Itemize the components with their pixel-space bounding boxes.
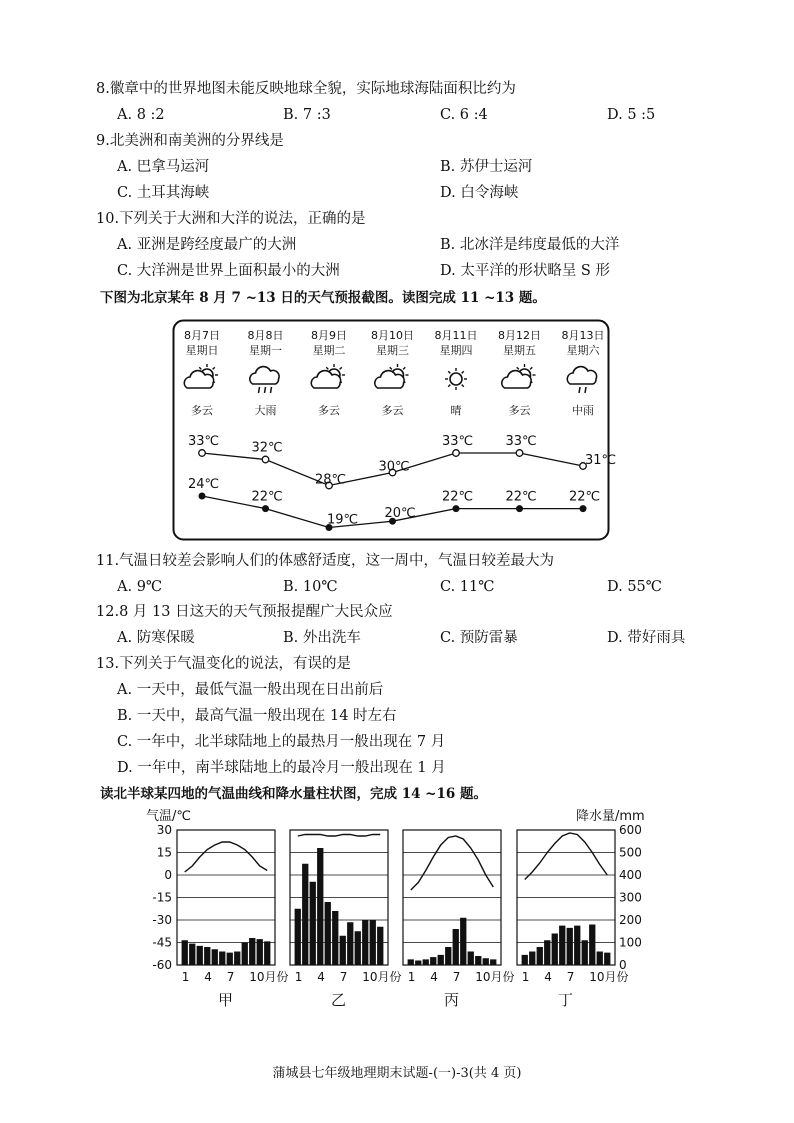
month-tick-label: 10月份	[362, 970, 402, 984]
low-temp-point	[262, 505, 269, 512]
forecast-day	[248, 329, 284, 417]
high-temp-label: 33℃	[188, 434, 220, 449]
precip-bar	[197, 946, 203, 965]
month-tick-label: 7	[452, 970, 461, 984]
month-tick-label: 7	[566, 970, 575, 984]
low-temp-point	[516, 505, 523, 512]
precip-bar	[377, 927, 383, 965]
temp-curve	[185, 842, 268, 872]
precip-bar	[362, 920, 368, 965]
precip-bar	[430, 957, 436, 965]
precip-bar	[295, 909, 301, 965]
forecast-day	[371, 329, 414, 417]
precip-bar	[490, 959, 496, 965]
partly-cloudy-icon	[184, 364, 218, 388]
precip-bar	[264, 941, 270, 965]
partly-cloudy-icon	[375, 364, 409, 388]
question-stem: 下列关于大洲和大洋的说法，正确的是	[119, 211, 366, 227]
precip-bar	[544, 940, 550, 965]
page-footer: 蒲城县七年级地理期末试题-(一)-3(共 4 页)	[272, 1066, 522, 1081]
precip-bar	[529, 952, 535, 966]
precip-bar	[559, 926, 565, 965]
climate-panel	[403, 830, 515, 1009]
weather-intro: 下图为北京某年 8 月 7 ~13 日的天气预报截图。读图完成 11 ~13 题。	[100, 290, 546, 306]
forecast-date: 8月10日	[371, 329, 414, 342]
temp-tick-label: 30	[156, 823, 172, 837]
low-temp-label: 22℃	[251, 489, 283, 505]
precip-bar	[408, 959, 414, 965]
low-temp-label: 24℃	[188, 477, 220, 492]
forecast-day	[435, 329, 478, 417]
climate-charts-figure	[130, 802, 670, 1022]
precip-bar	[182, 940, 188, 965]
high-temp-label: 32℃	[251, 440, 283, 456]
low-temp-point	[199, 493, 206, 500]
option-12a: A. 防寒保暖	[117, 630, 195, 646]
precip-bar	[325, 902, 331, 965]
month-tick-label: 7	[339, 970, 348, 984]
question-number: 10.	[96, 211, 120, 227]
high-temp-point	[262, 456, 269, 463]
temp-curve	[525, 833, 608, 880]
high-temp-point	[199, 450, 206, 457]
precip-bar	[204, 947, 210, 965]
option-10c: C. 大洋洲是世界上面积最小的大洲	[117, 263, 340, 279]
temp-tick-label: -30	[152, 913, 172, 927]
precip-bar	[567, 928, 573, 965]
precip-bar	[310, 882, 316, 965]
question-8	[96, 80, 516, 98]
question-10	[96, 210, 366, 228]
option-12b: B. 外出洗车	[283, 630, 361, 646]
question-number: 9.	[96, 133, 110, 149]
precip-tick-label: 300	[619, 890, 642, 905]
panel-name: 甲	[218, 991, 234, 1009]
option-9c: C. 土耳其海峡	[117, 185, 210, 201]
forecast-date: 8月11日	[434, 329, 478, 342]
precip-tick-label: 0	[619, 958, 627, 972]
precip-bar	[468, 952, 474, 966]
temp-tick-label: -45	[152, 935, 172, 950]
precip-bar	[552, 934, 558, 966]
month-tick-label: 1	[521, 970, 530, 984]
precip-bar	[537, 947, 543, 965]
forecast-desc: 多云	[318, 404, 340, 417]
precip-bar	[582, 940, 588, 965]
climate-panel	[177, 830, 289, 1009]
question-12	[96, 603, 393, 621]
month-tick-label: 10月份	[589, 970, 629, 984]
option-10a: A. 亚洲是跨经度最广的大洲	[117, 237, 297, 253]
option-12c: C. 预防雷暴	[440, 630, 518, 646]
forecast-date: 8月13日	[561, 329, 605, 342]
question-9	[96, 132, 284, 150]
month-tick-label: 1	[181, 970, 190, 984]
precip-tick-label: 400	[619, 868, 642, 882]
partly-cloudy-icon	[502, 364, 536, 388]
low-temp-label: 20℃	[384, 506, 416, 522]
temp-tick-label: 15	[156, 845, 172, 860]
high-temp-label: 33℃	[442, 434, 474, 449]
low-temp-label: 22℃	[442, 489, 474, 505]
month-tick-label: 4	[204, 970, 212, 984]
precip-bar	[340, 936, 346, 965]
question-stem: 北美洲和南美洲的分界线是	[109, 133, 284, 149]
option-9d: D. 白令海峡	[440, 185, 519, 201]
panel-name: 乙	[331, 991, 347, 1009]
question-11	[96, 552, 554, 570]
forecast-desc: 多云	[508, 404, 531, 417]
option-12d: D. 带好雨具	[607, 630, 686, 646]
precip-bar	[234, 952, 240, 966]
forecast-weekday: 星期日	[185, 344, 219, 357]
precip-bar	[438, 955, 444, 965]
low-temp-label: 19℃	[327, 512, 359, 528]
forecast-weekday: 星期一	[249, 344, 282, 357]
question-13	[96, 655, 351, 673]
panel-name: 丁	[558, 991, 574, 1009]
option-11a: A. 9℃	[117, 579, 163, 595]
forecast-date: 8月12日	[498, 329, 541, 342]
option-8a: A. 8 :2	[117, 107, 165, 123]
option-9a: A. 巴拿马运河	[117, 159, 210, 175]
forecast-weekday: 星期三	[376, 344, 409, 357]
month-tick-label: 4	[544, 970, 552, 984]
high-temp-label: 31℃	[585, 453, 617, 468]
high-temp-label: 33℃	[505, 434, 537, 449]
forecast-day	[184, 329, 220, 417]
option-10d: D. 太平洋的形状略呈 S 形	[440, 263, 610, 279]
precip-tick-label: 600	[619, 823, 642, 837]
forecast-day	[562, 329, 605, 417]
forecast-weekday: 星期二	[312, 344, 346, 357]
precip-bar	[347, 922, 353, 965]
high-temp-point	[453, 450, 460, 457]
weather-forecast-figure	[172, 319, 617, 541]
low-temp-point	[580, 505, 587, 512]
high-temp-label: 30℃	[378, 459, 410, 475]
precip-bar	[227, 953, 233, 965]
low-temp-label: 22℃	[569, 489, 601, 505]
precip-bar	[212, 949, 218, 965]
option-8d: D. 5 :5	[607, 107, 656, 123]
low-temp-label: 22℃	[505, 489, 537, 505]
option-11d: D. 55℃	[607, 579, 662, 595]
precip-bar	[370, 920, 376, 965]
forecast-desc: 晴	[450, 404, 462, 417]
precip-bar	[219, 952, 225, 966]
precipitation-axis-label: 降水量/mm	[576, 809, 645, 824]
high-temp-point	[516, 450, 523, 457]
question-stem: 下列关于气温变化的说法，有误的是	[119, 656, 352, 672]
temp-curve	[298, 835, 381, 837]
precip-bar	[475, 956, 481, 965]
forecast-day	[311, 329, 347, 417]
month-tick-label: 7	[226, 970, 235, 984]
question-stem: 徽章中的世界地图未能反映地球全貌，实际地球海陆面积比约为	[109, 81, 516, 97]
temp-tick-label: -60	[152, 958, 172, 972]
forecast-desc: 中雨	[572, 404, 594, 417]
precip-bar	[589, 925, 595, 966]
precip-bar	[522, 955, 528, 965]
precip-bar	[189, 944, 195, 965]
precip-bar	[317, 848, 323, 965]
option-13c: C. 一年中，北半球陆地上的最热月一般出现在 7 月	[117, 734, 446, 750]
question-stem: 气温日较差会影响人们的体感舒适度，这一周中，气温日较差最大为	[119, 553, 555, 569]
forecast-day	[498, 329, 541, 417]
month-tick-label: 4	[317, 970, 325, 984]
forecast-date: 8月7日	[184, 329, 220, 342]
high-temp-label: 28℃	[315, 472, 347, 488]
temp-tick-label: -15	[152, 890, 172, 905]
option-13d: D. 一年中，南半球陆地上的最冷月一般出现在 1 月	[117, 760, 446, 776]
precip-bar	[257, 939, 263, 965]
forecast-date: 8月8日	[247, 329, 284, 342]
climate-intro: 读北半球某四地的气温曲线和降水量柱状图，完成 14 ~16 题。	[100, 786, 487, 802]
option-13a: A. 一天中，最低气温一般出现在日出前后	[117, 682, 384, 698]
partly-cloudy-icon	[311, 364, 345, 388]
month-tick-label: 4	[430, 970, 438, 984]
climate-panel	[517, 830, 629, 1009]
question-number: 8.	[96, 81, 110, 97]
climate-panel	[290, 830, 402, 1009]
precip-tick-label: 200	[619, 913, 642, 927]
temp-curve	[411, 836, 494, 890]
moderate-rain-icon	[567, 367, 596, 393]
precip-bar	[483, 958, 489, 965]
forecast-weekday: 星期四	[439, 344, 473, 357]
month-tick-label: 1	[294, 970, 303, 984]
option-13b: B. 一天中，最高气温一般出现在 14 时左右	[117, 708, 397, 724]
precip-bar	[423, 959, 429, 965]
option-10b: B. 北冰洋是纬度最低的大洋	[440, 237, 620, 253]
forecast-desc: 多云	[381, 404, 404, 417]
option-11b: B. 10℃	[283, 579, 338, 595]
precip-bar	[453, 929, 459, 965]
month-tick-label: 10月份	[475, 970, 515, 984]
precip-bar	[460, 918, 466, 965]
panel-name: 丙	[444, 991, 460, 1009]
month-tick-label: 1	[407, 970, 416, 984]
precip-bar	[332, 911, 338, 965]
precip-bar	[597, 952, 603, 966]
precip-bar	[574, 926, 580, 965]
question-stem: 8 月 13 日这天的天气预报提醒广大民众应	[119, 604, 393, 620]
precip-bar	[415, 961, 421, 966]
forecast-weekday: 星期五	[503, 344, 536, 357]
option-8b: B. 7 :3	[283, 107, 331, 123]
precip-bar	[355, 931, 361, 965]
forecast-desc: 多云	[191, 404, 213, 417]
precip-tick-label: 500	[619, 845, 642, 860]
temp-tick-label: 0	[164, 868, 172, 882]
month-tick-label: 10月份	[249, 970, 289, 984]
forecast-weekday: 星期六	[566, 344, 600, 357]
heavy-rain-icon	[250, 367, 279, 393]
option-8c: C. 6 :4	[440, 107, 488, 123]
precip-bar	[242, 943, 248, 966]
precip-bar	[604, 953, 610, 965]
question-number: 13.	[96, 656, 120, 672]
temperature-axis-label: 气温/℃	[146, 809, 191, 824]
question-number: 12.	[96, 604, 120, 620]
option-9b: B. 苏伊士运河	[440, 159, 533, 175]
option-11c: C. 11℃	[440, 579, 495, 595]
precip-bar	[249, 938, 255, 965]
forecast-date: 8月9日	[311, 329, 347, 342]
precip-bar	[445, 947, 451, 965]
low-temp-point	[453, 505, 460, 512]
question-number: 11.	[96, 553, 120, 569]
sunny-icon	[445, 368, 467, 390]
precip-tick-label: 100	[619, 935, 642, 950]
precip-bar	[302, 864, 308, 965]
forecast-desc: 大雨	[254, 404, 277, 417]
